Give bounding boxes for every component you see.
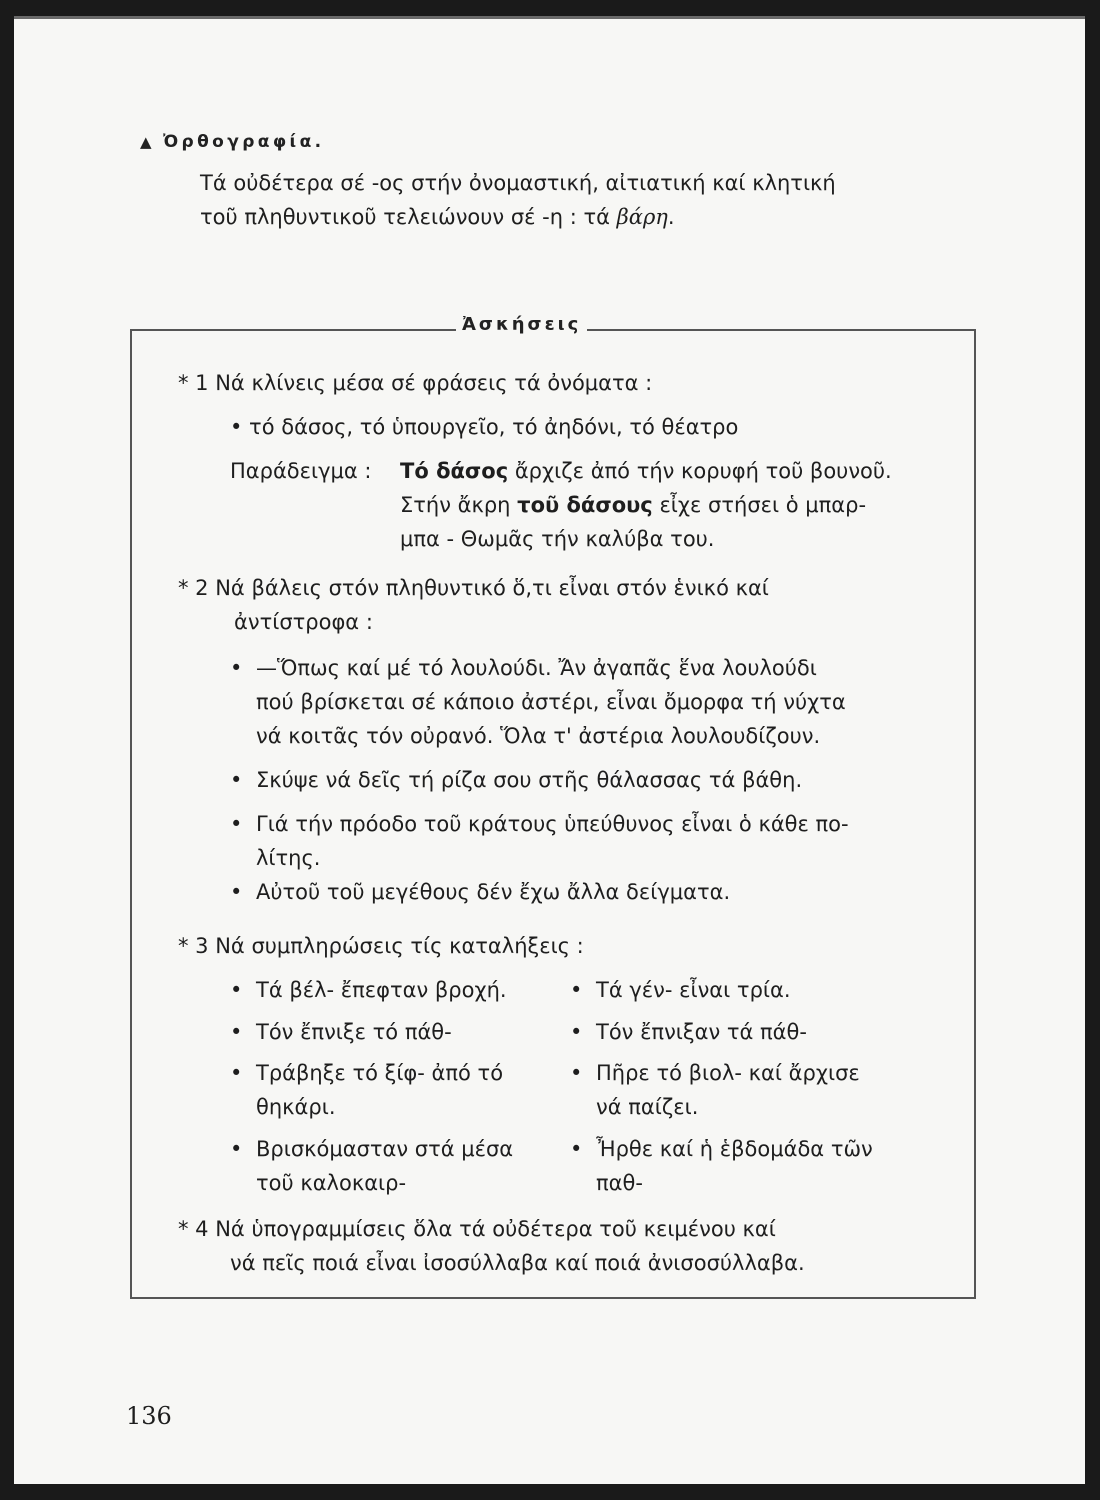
exercise-3-right-1: Τά γέν- εἶναι τρία. <box>596 978 791 1002</box>
section-title: Ὀρθογραφία. <box>162 132 325 152</box>
exercise-3-right-4-cont: παθ- <box>596 1171 643 1195</box>
rule-line-2-text: τοῦ πληθυντικοῦ τελειώνουν σέ -η : τά <box>200 205 617 229</box>
exercise-3-right-2: Τόν ἔπνιξαν τά πάθ- <box>596 1020 807 1044</box>
exercise-2-label-line-2: ἀντίστροφα : <box>234 610 373 634</box>
exercise-3-left-4-cont: τοῦ καλοκαιρ- <box>256 1171 407 1195</box>
example-bold-2: τοῦ δάσους <box>517 493 653 517</box>
exercise-2-item-3-line-1: Γιά τήν πρόοδο τοῦ κράτους ὑπεύθυνος εἶναι ὁ κάθε πο- <box>256 812 849 836</box>
exercise-3-left-3-cont: θηκάρι. <box>256 1095 336 1119</box>
exercise-1-example-label: Παράδειγμα : <box>230 459 372 483</box>
bullet-icon: • <box>230 1137 243 1161</box>
exercise-1-items: • τό δάσος, τό ὑπουργεῖο, τό ἀηδόνι, τό θέατρο <box>230 415 739 439</box>
bullet-icon: • <box>570 978 583 1002</box>
exercise-1-example-line-1 <box>400 454 892 488</box>
exercise-2-item-1-line-2: πού βρίσκεται σέ κάποιο ἀστέρι, εἶναι ὄμορφα τή νύχτα <box>256 690 846 714</box>
bullet-icon: • <box>230 1061 243 1085</box>
exercise-1-example-line-2 <box>400 488 866 522</box>
exercise-4-line-2: νά πεῖς ποιά εἶναι ἰσοσύλλαβα καί ποιά ἀνισοσύλλαβα. <box>230 1251 805 1275</box>
example-rest-2: εἶχε στήσει ὁ μπαρ- <box>652 493 867 517</box>
page-number: 136 <box>126 1402 172 1430</box>
bullet-icon: • <box>230 1020 243 1044</box>
list-item <box>570 1015 807 1049</box>
page-top-edge <box>14 16 1085 19</box>
bullet-icon: • <box>230 978 243 1002</box>
exercise-2-item-2: Σκύψε νά δεῖς τή ρίζα σου στῆς θάλασσας τά βάθη. <box>256 768 803 792</box>
exercise-2-item-3-line-2: λίτης. <box>256 846 321 870</box>
exercise-3-right-4: Ἦρθε καί ἡ ἑβδομάδα τῶν <box>596 1137 873 1161</box>
bullet-icon: • <box>570 1061 583 1085</box>
exercise-2-item-1-line-1: —Ὅπως καί μέ τό λουλούδι. Ἄν ἀγαπᾶς ἕνα λουλούδι <box>256 656 817 680</box>
section-heading <box>140 132 325 152</box>
exercise-1-example-line-3: μπα - Θωμᾶς τήν καλύβα του. <box>400 527 715 551</box>
exercise-3-left-3: Τράβηξε τό ξίφ- ἀπό τό <box>256 1061 504 1085</box>
list-item <box>570 1056 860 1090</box>
exercise-3-left-4: Βρισκόμασταν στά μέσα <box>256 1137 514 1161</box>
list-item <box>230 1056 503 1090</box>
bullet-icon: • <box>230 768 243 792</box>
example-rest-1: ἄρχιζε ἀπό τήν κορυφή τοῦ βουνοῦ. <box>508 459 892 483</box>
exercise-3-label: * 3 Νά συμπληρώσεις τίς καταλήξεις : <box>178 934 584 958</box>
exercise-3-left-2: Τόν ἔπνιξε τό πάθ- <box>256 1020 452 1044</box>
exercise-1-label: * 1 Νά κλίνεις μέσα σέ φράσεις τά ὀνόματα : <box>178 371 653 395</box>
list-item <box>230 1015 452 1049</box>
exercise-3-right-3-cont: νά παίζει. <box>596 1095 699 1119</box>
rule-example-word: βάρη <box>616 205 668 229</box>
bullet-icon: • <box>230 880 243 904</box>
bullet-icon: • <box>570 1020 583 1044</box>
list-item <box>230 875 730 909</box>
exercise-2-label-line-1: * 2 Νά βάλεις στόν πληθυντικό ὅ,τι εἶναι στόν ἑνικό καί <box>178 576 769 600</box>
bullet-icon: • <box>230 656 243 680</box>
list-item <box>230 807 849 841</box>
example-bold-1: Τό δάσος <box>400 459 509 483</box>
exercise-4-line-1: * 4 Νά ὑπογραμμίσεις ὅλα τά οὐδέτερα τοῦ κειμένου καί <box>178 1217 776 1241</box>
bullet-icon: • <box>570 1137 583 1161</box>
list-item <box>230 763 802 797</box>
list-item <box>570 1132 873 1166</box>
exercise-2-item-4: Αὐτοῦ τοῦ μεγέθους δέν ἔχω ἄλλα δείγματα. <box>256 880 731 904</box>
list-item <box>230 1132 513 1166</box>
rule-line-2-end: . <box>667 205 675 229</box>
rule-line-1: Τά οὐδέτερα σέ -ος στήν ὀνομαστική, αἰτιατική καί κλητική <box>200 171 836 195</box>
exercise-3-right-3: Πῆρε τό βιολ- καί ἄρχισε <box>596 1061 860 1085</box>
triangle-icon: ▲ <box>140 133 155 151</box>
exercise-2-item-1-line-3: νά κοιτᾶς τόν οὐρανό. Ὅλα τ' ἀστέρια λουλουδίζουν. <box>256 724 821 748</box>
exercises-title: Ἀσκήσεις <box>456 314 587 335</box>
book-page <box>14 16 1085 1484</box>
rule-line-2 <box>200 200 675 234</box>
list-item <box>230 973 507 1007</box>
exercise-3-left-1: Τά βέλ- ἔπεφταν βροχή. <box>256 978 507 1002</box>
list-item <box>230 651 817 685</box>
list-item <box>570 973 791 1007</box>
bullet-icon: • <box>230 812 243 836</box>
example-pre-2: Στήν ἄκρη <box>400 493 518 517</box>
